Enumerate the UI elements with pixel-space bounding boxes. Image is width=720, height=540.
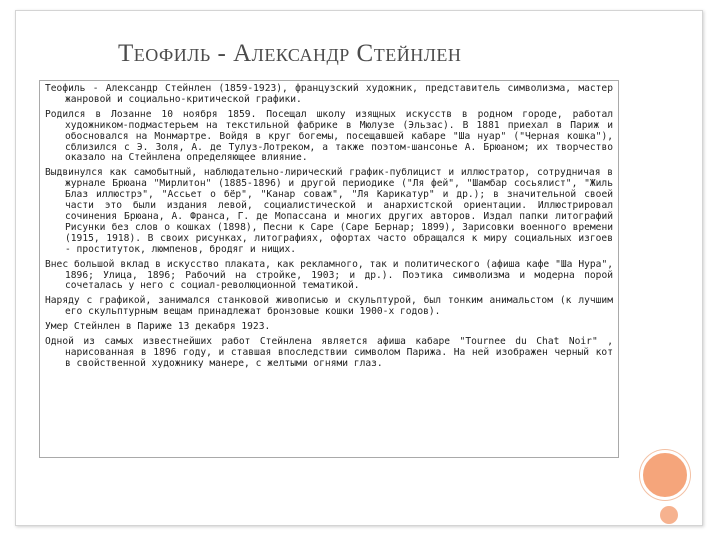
paragraph-painting-sculpture: Наряду с графикой, занимался станковой живописью и скульптурой, был тонким анимальстом (к лучшим его скульптурным вещам принадлежат бронзовые кошки 1900-х годов).	[45, 295, 613, 318]
paragraph-intro: Теофиль - Александр Стейнлен (1859-1923), французский художник, представитель символизма, мастер жанровой и социально-критической графики.	[45, 83, 613, 105]
decorative-circle-small	[660, 506, 678, 524]
paragraph-early-life: Родился в Лозанне 10 ноября 1859. Посещал школу изящных искусств в родном городе, работал художником-подмастерьем на текстильной фабрике в Мюлузе (Эльзас). В 1881 приехал в Париж и обосновался на Монмартре. Войдя в круг богемы, посещавшей кабаре "Ша нуар" ("Черная кошка"), сблизился с Э. Золя, А. де Тулуз-Лотреком, а также поэтом-шансонье А. Брюаном; их творчество оказало на Стейнлена определяющее влияние.	[45, 108, 613, 164]
slide-title: Теофиль - Александр Стейнлен	[118, 40, 462, 67]
paragraph-chat-noir: Одной из самых известнейших работ Стейнлена является афиша кабаре "Tournee du Chat Noir" , нарисованная в 1896 году, и ставшая впоследствии символом Парижа. На ней изображен черный кот в свойственной художнику манере, с желтыми огнями глаз.	[45, 336, 613, 369]
biography-text-box	[39, 80, 619, 458]
paragraph-posters: Внес большой вклад в искусство плаката, как рекламного, так и политического (афиша кафе "Ша Нура", 1896; Улица, 1896; Рабочий на стройке, 1903; и др.). Поэтика символизма и модерна порой сочеталась у него с социал-революционной тематикой.	[45, 258, 613, 292]
decorative-circle-large	[640, 450, 690, 500]
paragraph-death: Умер Стейнлен в Париже 13 декабря 1923.	[45, 321, 271, 333]
paragraph-graphic-work: Выдвинулся как самобытный, наблюдательно-лирический график-публицист и иллюстратор, сотрудничая в журнале Брюана "Мирлитон" (1885-1896) и другой периодике ("Ля фей", "Шамбар сосьялист", "Жиль Блаз иллюстрэ", "Ассьет о бёр", "Канар соваж", "Ля Карикатур" и др.); в значительной своей части это были издания левой, социалистической и анархистской ориентации. Иллюстрировал сочинения Брюана, А. Франса, Г. де Мопассана и многих других авторов. Издал папки литографий Рисунки без слов о кошках (1898), Песни к Саре (Саре Бернар; 1899), Зарисовки военного времени (1915, 1918). В своих рисунках, литографиях, офортах часто обращался к миру социальных изгоев - проституток, люмпенов, бродяг и нищих.	[45, 167, 613, 255]
